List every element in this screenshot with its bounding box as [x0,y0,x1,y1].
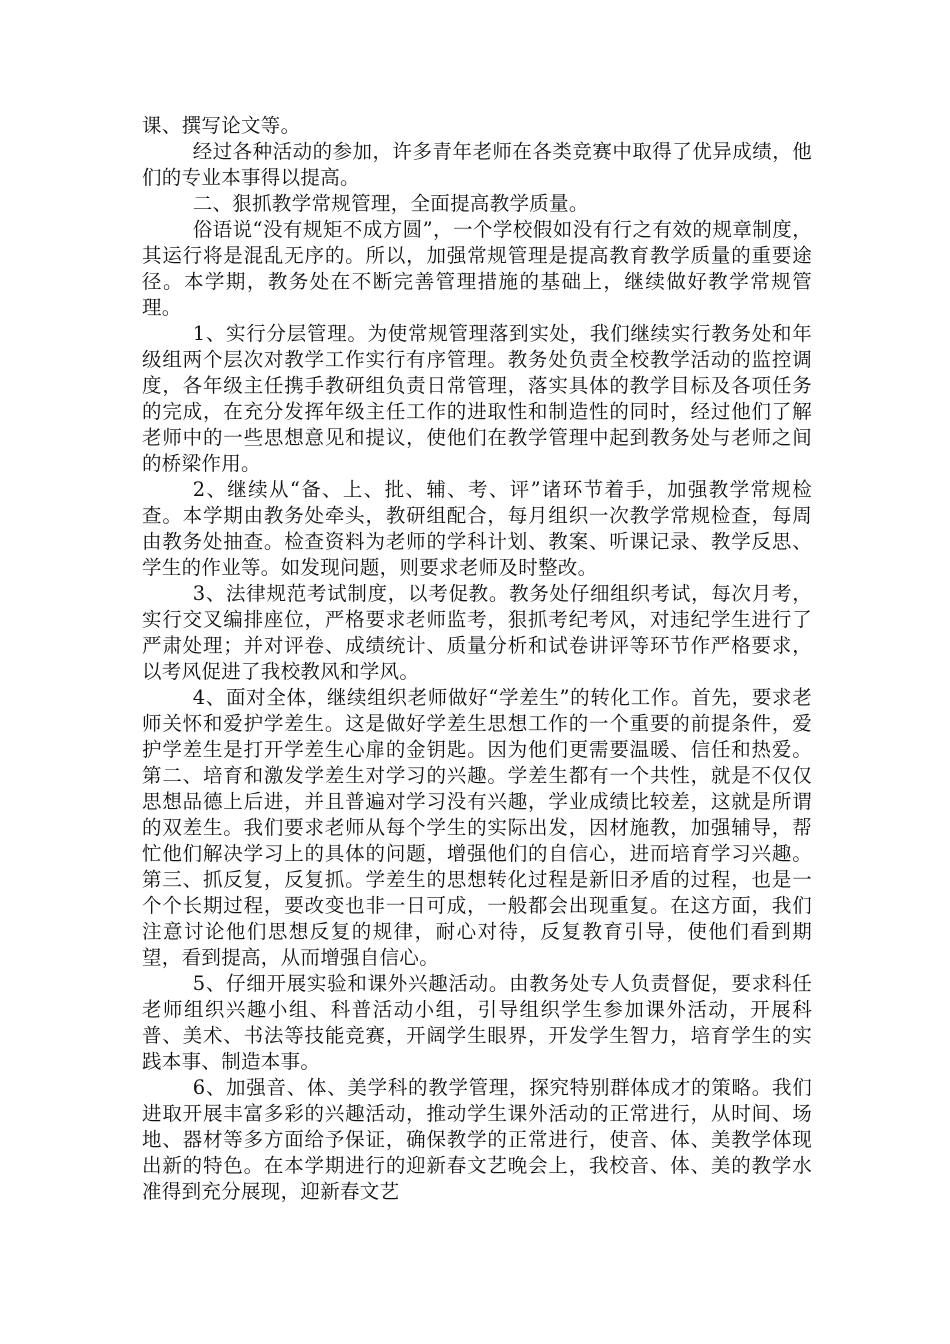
paragraph-4: 俗语说“没有规矩不成方圆”，一个学校假如没有行之有效的规章制度，其运行将是混乱无序的。所以，加强常规管理是提高教育教学质量的重要途径。本学期，教务处在不断完善管理措施的基础上，继续做好教学常规管理。 [142,218,812,319]
paragraph-2: 经过各种活动的参加，许多青年老师在各类竞赛中取得了优异成绩，他们的专业本事得以提高。 [142,140,812,189]
paragraph-item-1: 1、实行分层管理。为使常规管理落到实处，我们继续实行教务处和年级组两个层次对教学工作实行有序管理。教务处负责全校教学活动的监控调度，各年级主任携手教研组负责日常管理，落实具体的教学目标及各项任务的完成，在充分发挥年级主任工作的进取性和制造性的同时，经过他们了解老师中的一些思想意见和提议，使他们在教学管理中起到教务处与老师之间的桥梁作用。 [142,322,812,475]
section-heading-2: 二、狠抓教学常规管理，全面提高教学质量。 [192,192,589,215]
paragraph-1: 课、撰写论文等。 [142,114,301,137]
paragraph-item-4: 4、面对全体，继续组织老师做好“学差生”的转化工作。首先，要求老师关怀和爱护学差生。这是做好学差生思想工作的一个重要的前提条件，爱护学差生是打开学差生心扉的金钥匙。因为他们更需要温暖、信任和热爱。第二、培育和激发学差生对学习的兴趣。学差生都有一个共性，就是不仅仅思想品德上后进，并且普遍对学习没有兴趣，学业成绩比较差，这就是所谓的双差生。我们要求老师从每个学生的实际出发，因材施教，加强辅导，帮忙他们解决学习上的具体的问题，增强他们的自信心，进而培育学习兴趣。第三、抓反复，反复抓。学差生的思想转化过程是新旧矛盾的过程，也是一个个长期过程，要改变也非一日可成，一般都会出现重复。在这方面，我们注意讨论他们思想反复的规律，耐心对待，反复教育引导，使他们看到期望，看到提高，从而增强自信心。 [142,686,812,969]
paragraph-item-3: 3、法律规范考试制度，以考促教。教务处仔细组织考试，每次月考，实行交叉编排座位，严格要求老师监考，狠抓考纪考风，对违纪学生进行了严肃处理；并对评卷、成绩统计、质量分析和试卷讲评等环节作严格要求，以考风促进了我校教风和学风。 [142,582,812,683]
paragraph-item-5: 5、仔细开展实验和课外兴趣活动。由教务处专人负责督促，要求科任老师组织兴趣小组、科普活动小组，引导组织学生参加课外活动，开展科普、美术、书法等技能竞赛，开阔学生眼界，开发学生智力，培育学生的实践本事、制造本事。 [142,972,812,1073]
document-body [142,113,812,1205]
paragraph-item-6: 6、加强音、体、美学科的教学管理，探究特别群体成才的策略。我们进取开展丰富多彩的兴趣活动，推动学生课外活动的正常进行，从时间、场地、器材等多方面给予保证，确保教学的正常进行，使音、体、美教学体现出新的特色。在本学期进行的迎新春文艺晚会上，我校音、体、美的教学水准得到充分展现，迎新春文艺 [142,1076,812,1203]
paragraph-item-2: 2、继续从“备、上、批、辅、考、评”诸环节着手，加强教学常规检查。本学期由教务处牵头，教研组配合，每月组织一次教学常规检查，每周由教务处抽查。检查资料为老师的学科计划、教案、听课记录、教学反思、学生的作业等。如发现问题，则要求老师及时整改。 [142,478,812,579]
